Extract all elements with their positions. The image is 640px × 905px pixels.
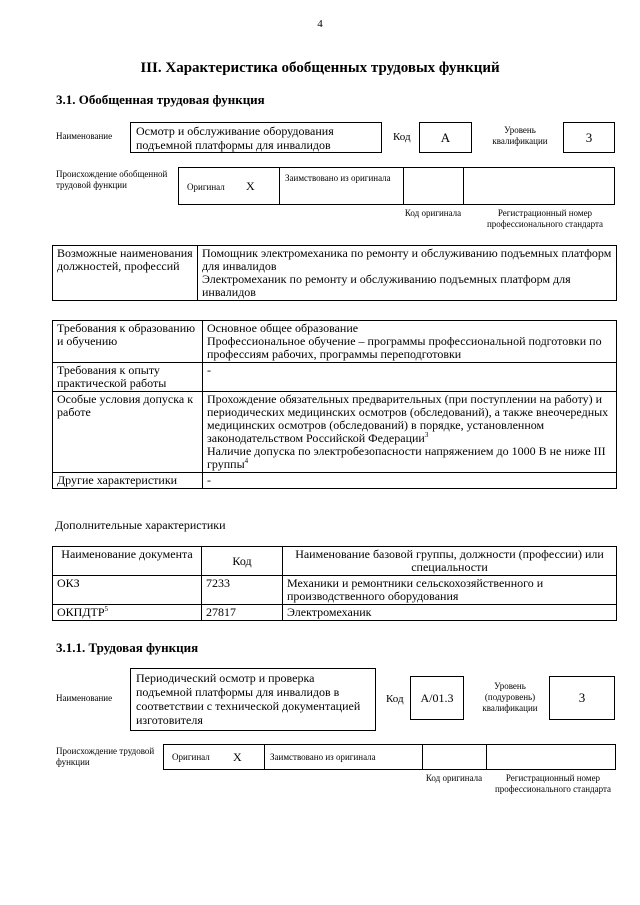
requirement-value (203, 363, 617, 392)
original-code-cell (405, 168, 464, 204)
section-title: III. Характеристика обобщенных трудовых функций (140, 60, 500, 76)
header-name: Наименование базовой группы, должности (профессии) или специальности (283, 547, 617, 576)
positions-label: Возможные наименования должностей, профессий (53, 246, 198, 301)
function-code-value: A/01.3 (420, 690, 454, 705)
origin-table (163, 744, 616, 770)
code-cell: 27817 (202, 605, 283, 621)
original-label: Оригинал (187, 182, 225, 192)
caption-original-code: Код оригинала (404, 208, 462, 218)
borrowed-cell (280, 168, 404, 204)
positions-row (53, 246, 617, 301)
name-label: Наименование (56, 131, 113, 141)
name-label: Наименование (56, 693, 113, 703)
additional-heading: Дополнительные характеристики (55, 518, 226, 532)
table-row (53, 576, 617, 605)
document-cell: ОКПДТР$^5$ (53, 605, 202, 621)
requirement-line: Профессиональное обучение – программы профессиональной подготовки по профессиям рабочих, программы переподготовки (207, 334, 602, 361)
positions-values (198, 246, 617, 301)
table-row (53, 605, 617, 621)
code-label: Код (393, 131, 411, 143)
requirements-table (52, 320, 617, 489)
requirement-line: - (207, 363, 211, 377)
code-label: Код (386, 693, 404, 705)
requirement-label: Особые условия допуска к работе (53, 392, 203, 473)
requirement-label: Другие характеристики (53, 473, 203, 489)
level-value: 3 (585, 129, 593, 145)
name-cell: Механики и ремонтники сельскохозяйственного и производственного оборудования (283, 576, 617, 605)
origin-label: Происхождение трудовой функции (56, 746, 155, 767)
additional-header-row (53, 547, 617, 576)
header-document: Наименование документа (53, 547, 202, 576)
requirement-label: Требования к образованию и обучению (53, 321, 203, 363)
level-label: Уровень (подуровень) квалификации (482, 681, 538, 713)
requirement-label: Требования к опыту практической работы (53, 363, 203, 392)
additional-table (52, 546, 617, 621)
requirement-line: Прохождение обязательных предварительных (при поступлении на работу) и периодических медицинских осмотров (обследований), а также внеочередных медицинских осмотров (обследований) в порядке, установленном законодательством Российской Федерации$^3$ (207, 392, 609, 445)
footnote-marker: 3 (424, 431, 429, 439)
original-mark: X (233, 750, 242, 764)
requirement-row (53, 392, 617, 473)
level-value: 3 (578, 690, 586, 705)
requirement-row (53, 473, 617, 489)
requirement-value (203, 473, 617, 489)
document-cell: ОКЗ (53, 576, 202, 605)
requirement-value (203, 321, 617, 363)
requirement-line: Наличие допуска по электробезопасности напряжением до 1000 В не ниже III группы$^4$ (207, 444, 606, 471)
caption-registration-number: Регистрационный номер профессионального стандарта (494, 773, 612, 794)
requirement-row (53, 363, 617, 392)
function-name-value: Осмотр и обслуживание оборудования подъемной платформы для инвалидов (136, 124, 334, 152)
original-cell (164, 745, 265, 769)
labor-function-heading: 3.1.1. Трудовая функция (56, 640, 199, 655)
borrowed-label: Заимствовано из оригинала (270, 752, 376, 762)
function-name-box (130, 122, 382, 153)
requirement-row (53, 321, 617, 363)
requirement-line: - (207, 473, 211, 487)
level-box (563, 122, 615, 153)
footnote-marker: 4 (244, 457, 249, 465)
original-code-cell (424, 745, 487, 769)
original-cell (179, 168, 280, 204)
function-name-value: Периодический осмотр и проверка подъемной платформы для инвалидов в соответствии с технической документацией изготовителя (136, 671, 361, 727)
caption-original-code: Код оригинала (425, 773, 483, 783)
header-code: Код (202, 547, 283, 576)
caption-registration-number: Регистрационный номер профессионального стандарта (486, 208, 604, 229)
code-cell: 7233 (202, 576, 283, 605)
generalized-function-heading: 3.1. Обобщенная трудовая функция (56, 92, 265, 107)
original-mark: X (246, 179, 255, 193)
requirement-line: Основное общее образование (207, 321, 359, 335)
position-line: Электромеханик по ремонту и обслуживанию подъемных платформ для инвалидов (202, 272, 571, 299)
origin-table (178, 167, 615, 205)
name-cell: Электромеханик (283, 605, 617, 621)
level-label: Уровень квалификации (492, 125, 548, 146)
origin-label: Происхождение обобщенной трудовой функции (56, 169, 168, 190)
requirement-value (203, 392, 617, 473)
footnote-marker: 5 (104, 605, 109, 613)
function-code-box (419, 122, 472, 153)
function-code-value: A (440, 129, 451, 145)
borrowed-label: Заимствовано из оригинала (285, 173, 391, 183)
borrowed-cell (265, 745, 423, 769)
function-code-box (410, 676, 464, 720)
original-label: Оригинал (172, 752, 210, 762)
level-box (549, 676, 615, 720)
positions-table (52, 245, 617, 301)
page-number: 4 (317, 18, 323, 30)
function-name-box (130, 668, 376, 731)
position-line: Помощник электромеханика по ремонту и обслуживанию подъемных платформ для инвалидов (202, 246, 612, 273)
